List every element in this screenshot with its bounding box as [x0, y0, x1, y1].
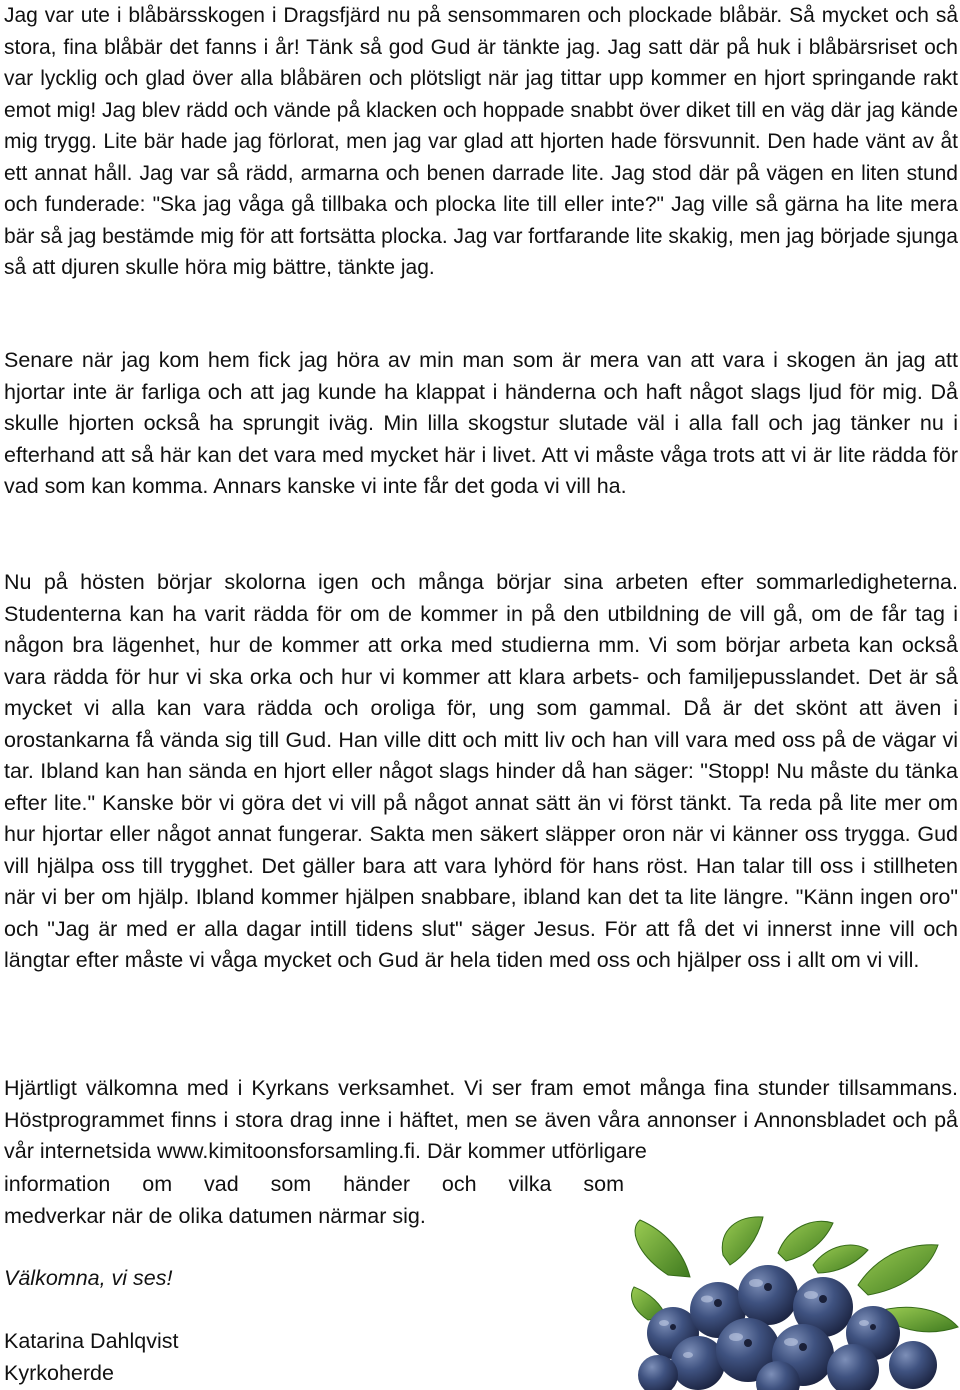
signature-name: Katarina Dahlqvist: [4, 1329, 179, 1353]
paragraph-blueberry-forest: Jag var ute i blåbärsskogen i Dragsfjärd nu på sensommaren och plockade blåbär. Så mycket och så stora, fina blåbär det fanns i år! Tänk så god Gud är tänkte jag. Jag satt där på huk i blåbärsriset och var lycklig och glad över alla blåbären och plötsligt när jag tittar upp kommer en hjort springande rakt emot mig! Jag blev rädd och vände på klacken och hoppade snabbt över diket till en väg där jag kände mig trygg. Lite bär hade jag förlorat, men jag var glad att hjorten hade försvunnit. Den hade vänt av åt ett annat håll. Jag var så rädd, armarna och benen darrade lite. Jag stod där på vägen en liten stund och funderade: "Ska jag våga gå tillbaka och plocka lite till eller inte?" Jag ville så gärna ha lite mera bär så jag bestämde mig för att fortsätta plocka. Jag var fortfarande lite skakig, men jag började sjunga så att djuren skulle höra mig bättre, tänkte jag.: [4, 4, 958, 279]
paragraph-later-at-home: Senare när jag kom hem fick jag höra av min man som är mera van att vara i skogen än jag att hjortar inte är farliga och att jag kunde ha klappat i händerna och haft något slags ljud för mig. Då skulle hjorten också ha sprungit iväg. Min lilla skogstur slutade väl i alla fall och jag tänker nu i efterhand att så här kan det vara med mycket här i livet. Att vi måste våga trots att vi är lite rädda för vad som kan komma. Annars kanske vi inte får det goda vi vill ha.: [4, 348, 958, 498]
greeting: Välkomna, vi ses!: [4, 1266, 173, 1290]
paragraph-welcome-end: medverkar när de olika datumen närmar sig.: [4, 1204, 426, 1228]
blueberries-illustration: [628, 1215, 960, 1390]
signature: [4, 1326, 178, 1389]
signature-title: Kyrkoherde: [4, 1360, 114, 1385]
paragraph-welcome: Hjärtligt välkomna med i Kyrkans verksamhet. Vi ser fram emot många fina stunder tillsammans. Höstprogrammet finns i stora drag inne i häftet, men se även våra annonser i Annonsbladet och på vår internetsida www.kimitoonsforsamling.fi. Där kommer utförligare: [4, 1076, 958, 1163]
paragraph-autumn: Nu på hösten börjar skolorna igen och många börjar sina arbeten efter sommarledigheterna. Studenterna kan ha varit rädda för om de kommer in på den utbildning de vill gå, om de får tag i någon bra lägenhet, hur de kommer att orka med studierna mm. Vi som börjar arbeta kan också vara rädda för hur vi ska orka och hur vi kommer att klara arbets- och familjepusslandet. Det är så mycket vi alla kan vara rädda och oroliga för, ung som gammal. Då är det skönt att även i orostankarna få vända sig till Gud. Han ville ditt och mitt liv och han vill vara med oss på de vägar vi tar. Ibland kan han sända en hjort eller något slags hinder då han säger: "Stopp! Nu måste du tänka efter lite." Kanske bör vi göra det vi vill på något annat sätt än vi först tänkt. Ta reda på lite mer om hur hjortar eller något annat fungerar. Sakta men säkert släpper oron när vi känner oss trygga. Gud vill hjälpa oss till trygghet. Det gäller bara att vara lyhörd för hans röst. Han talar till oss i stillheten när vi ber om hjälp. Ibland kommer hjälpen snabbare, ibland kan det ta lite längre. "Känn ingen oro" och "Jag är med er alla dagar intill tidens slut" säger Jesus. För att få det vi innerst inne vill och längtar efter måste vi våga mycket och Gud är hela tiden med oss och hjälper oss i allt om vi vill.: [4, 570, 958, 972]
paragraph-welcome-continued: information om vad som händer och vilka som: [4, 1172, 624, 1196]
